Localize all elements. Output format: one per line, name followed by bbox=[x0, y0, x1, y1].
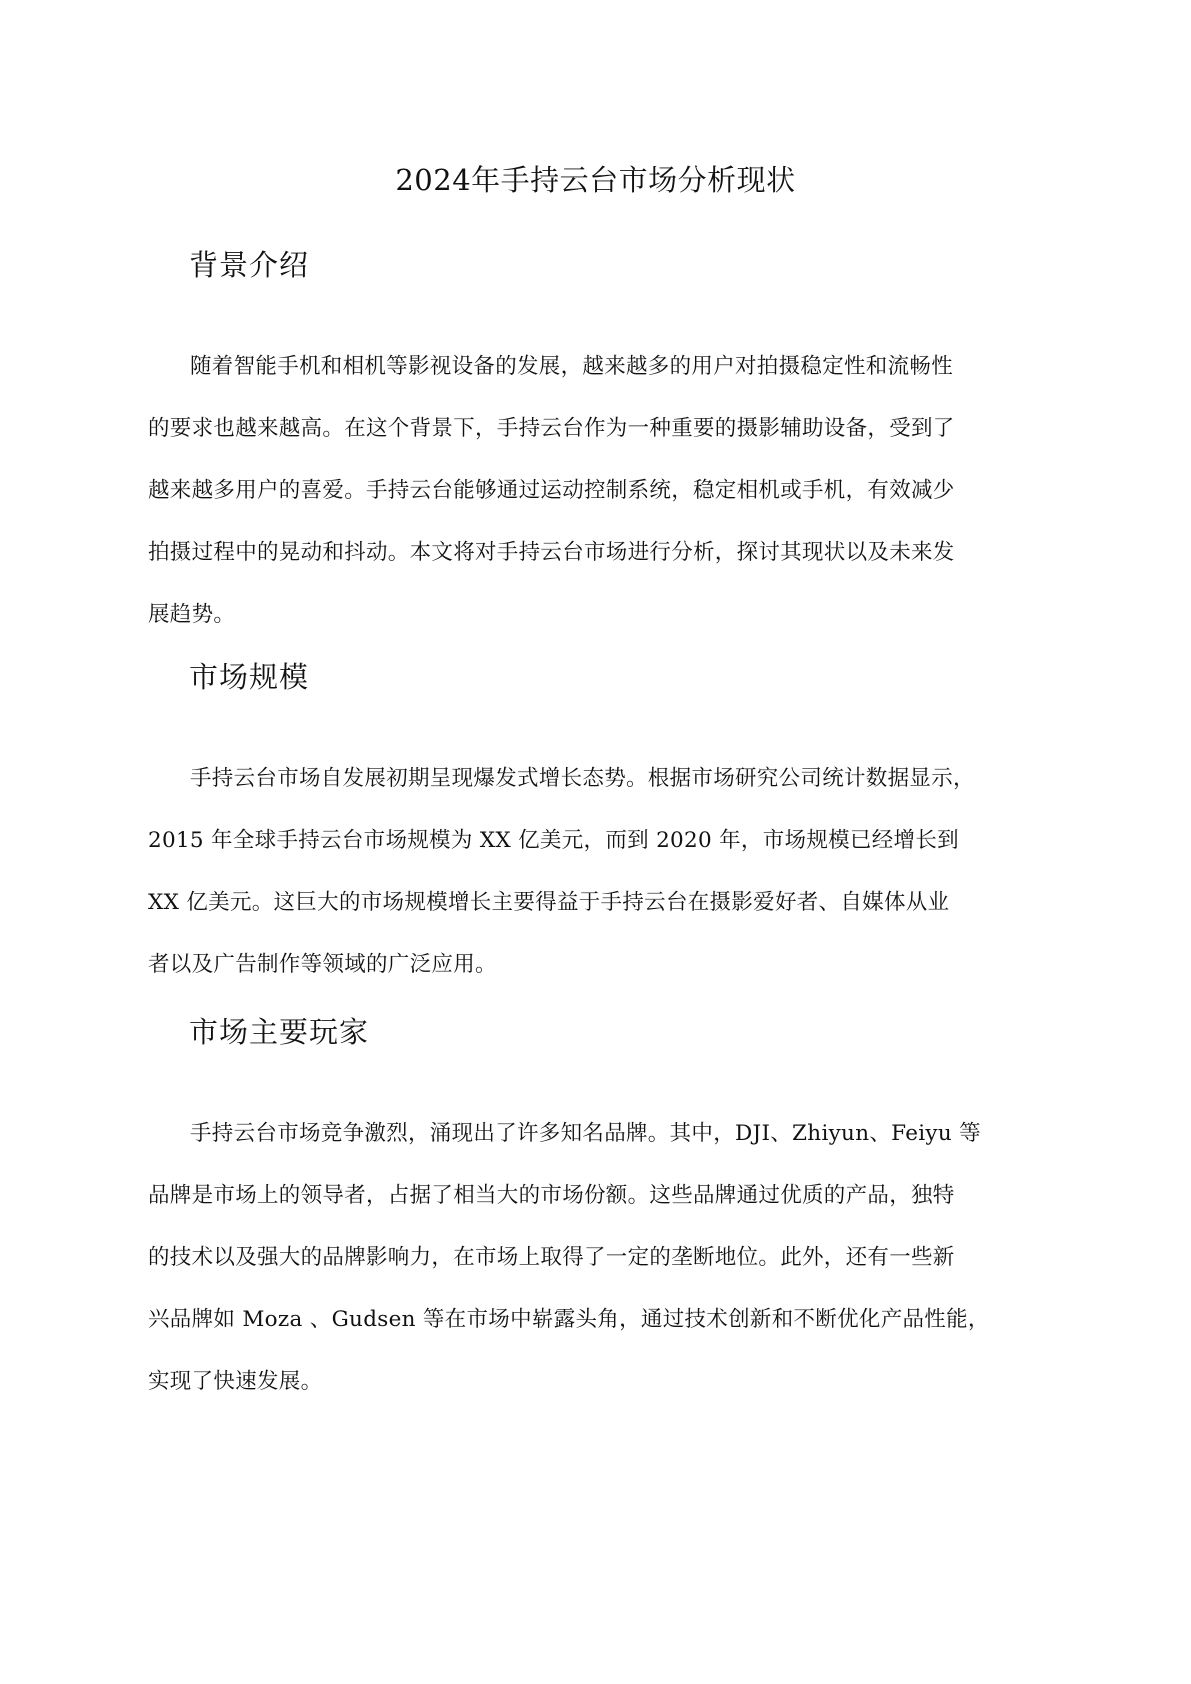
paragraph-line: 2015 年全球手持云台市场规模为 XX 亿美元，而到 2020 年，市场规模已经增长到 bbox=[148, 828, 959, 853]
paragraph-line: 展趋势。 bbox=[148, 602, 236, 627]
paragraph-line: XX 亿美元。这巨大的市场规模增长主要得益于手持云台在摄影爱好者、自媒体从业 bbox=[148, 890, 950, 915]
section-heading-background: 背景介绍 bbox=[189, 248, 310, 282]
section-heading-major-players: 市场主要玩家 bbox=[189, 1015, 370, 1049]
paragraph-line: 的要求也越来越高。在这个背景下，手持云台作为一种重要的摄影辅助设备，受到了 bbox=[148, 416, 955, 441]
paragraph-line: 实现了快速发展。 bbox=[148, 1369, 323, 1394]
paragraph-line: 品牌是市场上的领导者，占据了相当大的市场份额。这些品牌通过优质的产品，独特 bbox=[148, 1183, 955, 1208]
paragraph-line: 者以及广告制作等领域的广泛应用。 bbox=[148, 952, 497, 977]
section-heading-market-size: 市场规模 bbox=[189, 660, 310, 694]
paragraph-major-players bbox=[148, 1103, 1068, 1413]
paragraph-line: 随着智能手机和相机等影视设备的发展，越来越多的用户对拍摄稳定性和流畅性 bbox=[190, 354, 954, 379]
paragraph-line: 手持云台市场自发展初期呈现爆发式增长态势。根据市场研究公司统计数据显示， bbox=[190, 766, 975, 791]
paragraph-line: 兴品牌如 Moza 、Gudsen 等在市场中崭露头角，通过技术创新和不断优化产品性能， bbox=[148, 1307, 990, 1332]
paragraph-line: 拍摄过程中的晃动和抖动。本文将对手持云台市场进行分析，探讨其现状以及未来发 bbox=[148, 540, 955, 565]
paragraph-line: 越来越多用户的喜爱。手持云台能够通过运动控制系统，稳定相机或手机，有效减少 bbox=[148, 478, 955, 503]
paragraph-line: 的技术以及强大的品牌影响力，在市场上取得了一定的垄断地位。此外，还有一些新 bbox=[148, 1245, 955, 1270]
paragraph-background bbox=[148, 336, 1068, 646]
paragraph-market-size bbox=[148, 748, 1068, 996]
document-title: 2024年手持云台市场分析现状 bbox=[395, 163, 796, 197]
paragraph-line: 手持云台市场竞争激烈，涌现出了许多知名品牌。其中，DJI、Zhiyun、Feiyu 等 bbox=[190, 1121, 981, 1146]
